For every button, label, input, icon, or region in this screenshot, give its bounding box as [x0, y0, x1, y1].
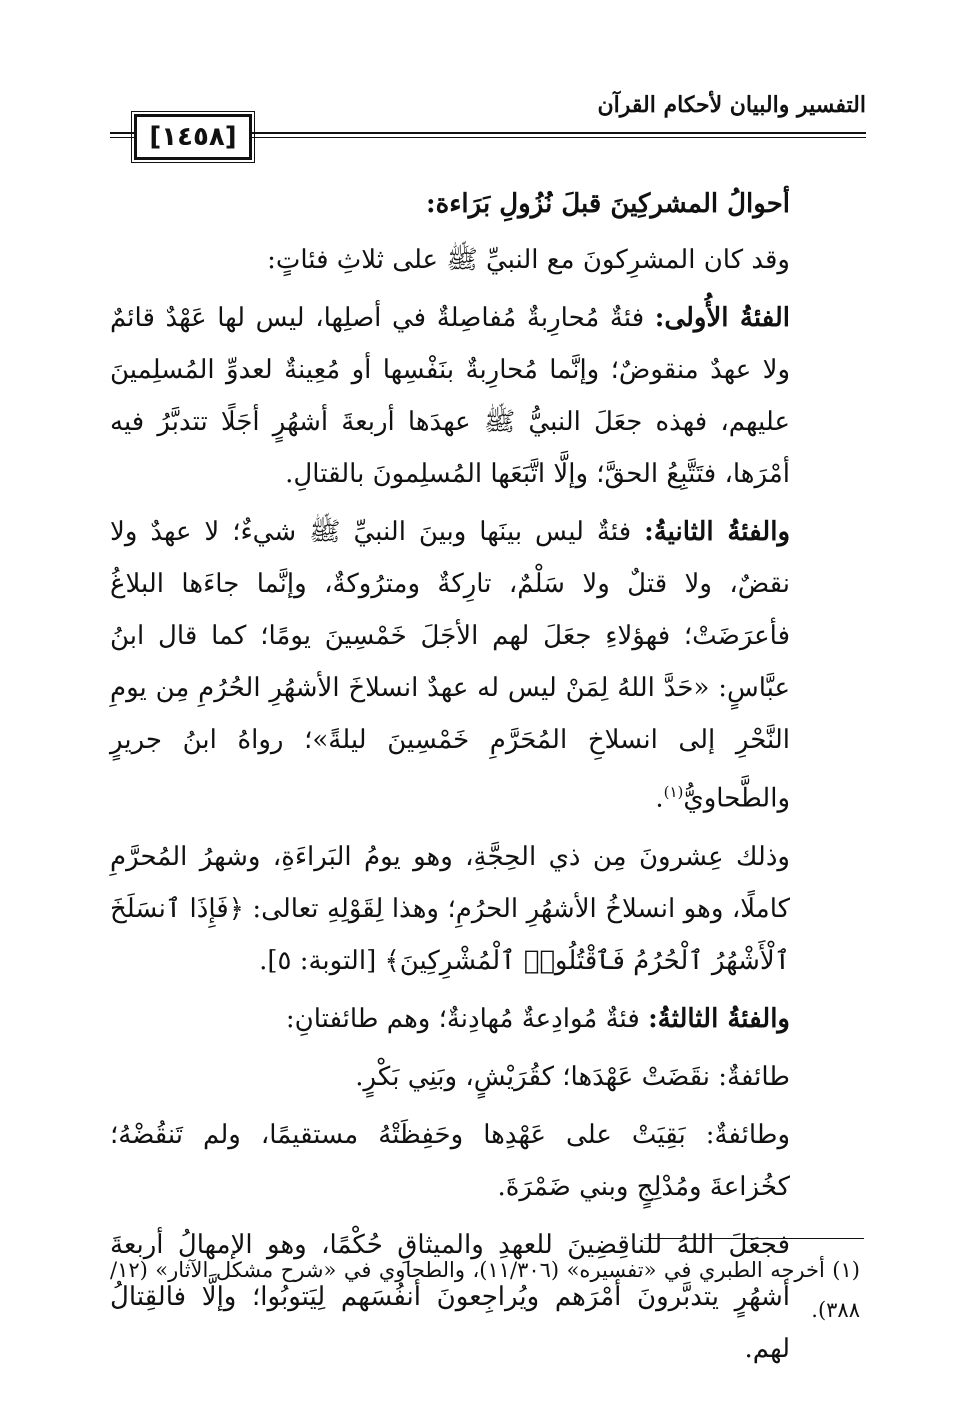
third-group-lead: والفئةُ الثالثةُ:: [648, 1003, 790, 1034]
page-header: [110, 88, 866, 168]
first-group-paragraph: [110, 292, 790, 500]
third-group-text: فئةٌ مُوادِعةٌ مُهادِنةٌ؛ وهم طائفتانِ:: [285, 1003, 640, 1034]
first-group-lead: الفئةُ الأُولى:: [654, 303, 791, 333]
main-text: [110, 178, 790, 1381]
third-group-paragraph: [110, 993, 790, 1045]
first-group-text: فئةٌ مُحارِبةٌ مُفاصِلةٌ في أصلِها، ليس لها عَهْدٌ قائمٌ ولا عهدٌ منقوضٌ؛ وإنَّما مُحارِبةٌ بنَفْسِها أو مُعِينةٌ لعدوِّ المُسلِمينَ عليهم، فهذه جعَلَ النبيُّ ﷺ عهدَها أربعةَ أشهُرٍ أجَلًا تتدبَّرُ فيه أمْرَها، فتَتَّبِعُ الحقَّ؛ وإلَّا اتَّبَعَها المُسلِمونَ بالقتالِ.: [110, 303, 790, 489]
subgroup-a-paragraph: [110, 1051, 790, 1103]
quote-end: .: [655, 783, 664, 814]
second-group-paragraph: [110, 506, 790, 825]
footnote-separator: [644, 1238, 864, 1239]
closing-text: فجعَلَ اللهُ للناقِضِينَ للعهدِ والميثاقِ حُكْمًا، وهو الإمهالُ أربعةَ أشهُرٍ يتدبَّرونَ أمْرَهم ويُراجِعونَ أنفُسَهم لِيَتوبُوا؛ وإلَّا فالقِتالُ لهم.: [110, 1229, 790, 1364]
subgroup-b-text: وطائفةٌ: بَقِيَتْ على عَهْدِها وحَفِظَتْهُ مستقيمًا، ولم تَنقُضْهُ؛ كخُزاعةَ ومُدْلِجٍ وبني ضَمْرَةَ.: [110, 1119, 790, 1202]
subgroup-a-text: طائفةٌ: نقَضَتْ عَهْدَها؛ كقُرَيْشٍ، وبَنِي بَكْرٍ.: [355, 1061, 790, 1092]
ibn-abbas-quote: «حَدَّ اللهُ لِمَنْ ليس له عهدٌ انسلاخَ الأشهُرِ الحُرُمِ مِن يومِ النَّحْرِ إلى انسلاخِ المُحَرَّمِ خَمْسِينَ ليلةً»؛ رواهُ ابنُ جريرٍ والطَّحاويُّ: [110, 673, 790, 814]
subgroup-b-paragraph: [110, 1109, 790, 1213]
running-title: التفسير والبيان لأحكام القرآن: [597, 92, 866, 118]
months-paragraph: [110, 831, 790, 987]
footnote-marker[interactable]: (١): [663, 783, 684, 801]
second-group-text: فئةٌ ليس بينَها وبينَ النبيِّ ﷺ شيءٌ؛ لا عهدٌ ولا نقضٌ، ولا قتلٌ ولا سَلْمٌ، تارِكةٌ ومترُوكةٌ، وإنَّما جاءَها البلاغُ فأعرَضَتْ؛ فهؤلاءِ جعَلَ لهم الأجَلَ خَمْسِينَ يومًا؛ كما قال ابنُ عبَّاسٍ:: [110, 517, 790, 703]
second-group-lead: والفئةُ الثانيةُ:: [644, 517, 790, 547]
page-number: [١٤٥٨]: [134, 114, 252, 160]
intro-paragraph: [110, 234, 790, 286]
months-text: وذلك عِشرونَ مِن ذي الحِجَّةِ، وهو يومُ البَراءَةِ، وشهرُ المُحرَّمِ كاملًا، وهو انسلاخُ الأشهُرِ الحرُمِ؛ وهذا لِقَوْلِهِ تعالى: ﴿فَإِذَا ٱنسَلَخَ ٱلْأَشْهُرُ ٱلْحُرُمُ فَٱقْتُلُوا۟ ٱلْمُشْرِكِينَ﴾ [التوبة: ٥].: [110, 841, 790, 976]
intro-text: وقد كان المشرِكونَ مع النبيِّ ﷺ على ثلاثِ فئاتٍ:: [267, 245, 790, 275]
footnote: (١) أخرجه الطبري في «تفسيره» (١١/٣٠٦)، والطحاوي في «شرح مشكل الآثار» (١٢/ ٣٨٨).: [110, 1258, 860, 1322]
section-heading: أحوالُ المشركِينَ قبلَ نُزُولِ بَرَاءة:: [425, 189, 790, 219]
